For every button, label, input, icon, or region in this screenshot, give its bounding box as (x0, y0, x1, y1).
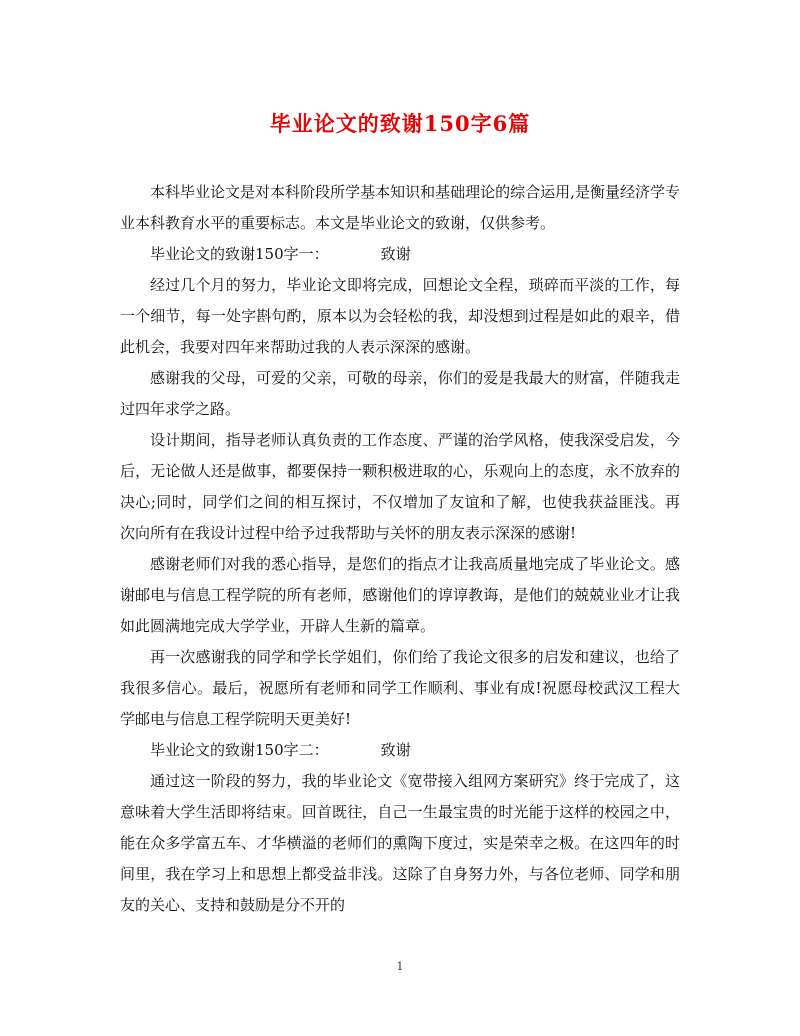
section-heading-text: 毕业论文的致谢150字一： (150, 245, 329, 263)
body-paragraph: 通过这一阶段的努力，我的毕业论文《宽带接入组网方案研究》终于完成了，这意味着大学生活即将结束。回首既往，自己一生最宝贵的时光能于这样的校园之中，能在众多学富五车、才华横溢的老师们的熏陶下度过，实是荣幸之极。在这四年的时间里，我在学习上和思想上都受益非浅。这除了自身努力外，与各位老师、同学和朋友的关心、支持和鼓励是分不开的 (120, 772, 680, 914)
section-heading-2 (120, 735, 680, 766)
body-paragraph: 经过几个月的努力，毕业论文即将完成，回想论文全程，琐碎而平淡的工作，每一个细节，每一处字斟句酌，原本以为会轻松的我，却没想到过程是如此的艰辛，借此机会，我要对四年来帮助过我的人表示深深的感谢。 (120, 276, 680, 356)
section-heading-label: 致谢 (380, 741, 411, 759)
document-title: 毕业论文的致谢150字6篇 (269, 111, 531, 136)
body-paragraph: 感谢老师们对我的悉心指导，是您们的指点才让我高质量地完成了毕业论文。感谢邮电与信息工程学院的所有老师，感谢他们的谆谆教诲，是他们的兢兢业业才让我如此圆满地完成大学学业，开辟人生新的篇章。 (120, 555, 680, 635)
section-heading-text: 毕业论文的致谢150字二： (150, 741, 329, 759)
body-paragraph: 再一次感谢我的同学和学长学姐们，你们给了我论文很多的启发和建议，也给了我很多信心。最后，祝愿所有老师和同学工作顺利、事业有成!祝愿母校武汉工程大学邮电与信息工程学院明天更美好! (120, 648, 680, 728)
intro-paragraph: 本科毕业论文是对本科阶段所学基本知识和基础理论的综合运用,是衡量经济学专业本科教育水平的重要标志。本文是毕业论文的致谢，仅供参考。 (120, 183, 680, 232)
page-number: 1 (396, 960, 404, 973)
document-body (120, 177, 680, 921)
body-paragraph: 感谢我的父母，可爱的父亲，可敬的母亲，你们的爱是我最大的财富，伴随我走过四年求学之路。 (120, 369, 680, 418)
section-heading-label: 致谢 (380, 245, 411, 263)
section-heading-1 (120, 239, 680, 270)
body-paragraph: 设计期间，指导老师认真负责的工作态度、严谨的治学风格，使我深受启发，今后，无论做人还是做事，都要保持一颗积极进取的心，乐观向上的态度，永不放弃的决心;同时，同学们之间的相互探讨，不仅增加了友谊和了解，也使我获益匪浅。再次向所有在我设计过程中给予过我帮助与关怀的朋友表示深深的感谢! (120, 431, 680, 542)
